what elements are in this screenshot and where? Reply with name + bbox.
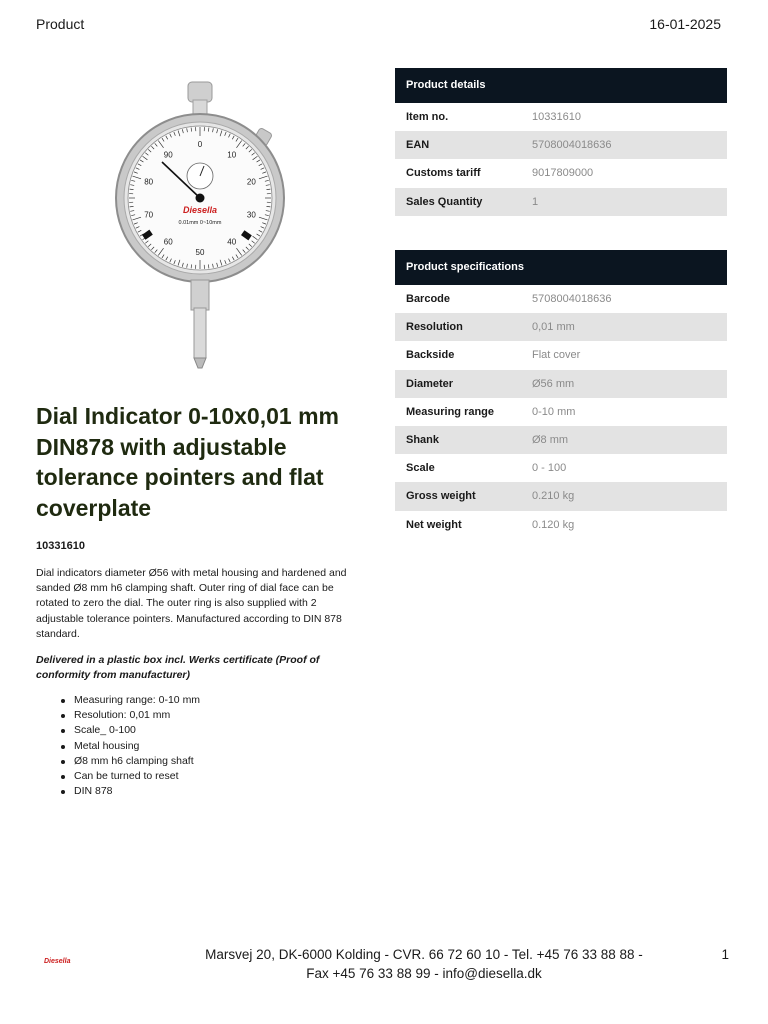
dial-number: 20 — [246, 177, 256, 187]
product-specifications-heading: Product specifications — [395, 250, 727, 285]
row-label: Shank — [406, 434, 440, 447]
dial-range-label: 0.01mm 0~10mm — [178, 220, 222, 226]
table-row — [395, 454, 727, 482]
row-label: Sales Quantity — [406, 195, 483, 208]
row-value: 5708004018636 — [532, 139, 612, 152]
row-label: Gross weight — [406, 490, 476, 503]
dial-brand-label: Diesella — [182, 205, 218, 215]
row-label: Backside — [406, 349, 455, 362]
row-label: Net weight — [406, 518, 462, 531]
row-value: 5708004018636 — [532, 293, 612, 306]
table-row — [395, 103, 727, 131]
product-details-heading: Product details — [395, 68, 727, 103]
row-value: 10331610 — [532, 111, 581, 124]
row-value: 0,01 mm — [532, 321, 575, 334]
feature-item: Metal housing — [74, 739, 200, 754]
row-value: 0-10 mm — [532, 405, 576, 418]
footer-contact-line: Fax +45 76 33 88 99 - info@diesella.dk — [306, 965, 542, 981]
dial-number: 0 — [197, 140, 203, 149]
row-value: 0 - 100 — [532, 462, 567, 475]
feature-item: Scale_ 0-100 — [74, 723, 200, 738]
footer-logo: Diesella — [44, 958, 71, 965]
row-value: Ø8 mm — [532, 434, 569, 447]
table-row — [395, 426, 727, 454]
row-label: Resolution — [406, 321, 463, 334]
product-image — [110, 80, 290, 372]
table-row — [395, 398, 727, 426]
feature-item: DIN 878 — [74, 784, 200, 799]
dial-number: 40 — [227, 237, 237, 247]
row-value: Flat cover — [532, 349, 581, 362]
dial-number: 50 — [195, 248, 205, 257]
feature-item: Ø8 mm h6 clamping shaft — [74, 754, 200, 769]
feature-item: Measuring range: 0-10 mm — [74, 693, 200, 708]
delivery-note: Delivered in a plastic box incl. Werks certificate (Proof of conformity from manufacturer) — [36, 654, 320, 682]
row-value: 9017809000 — [532, 167, 594, 180]
footer-contact — [204, 946, 644, 983]
row-label: Customs tariff — [406, 167, 481, 180]
dial-number: 30 — [246, 210, 256, 220]
row-value: Ø56 mm — [532, 377, 575, 390]
row-value: 0.210 kg — [532, 490, 575, 503]
row-label: Diameter — [406, 377, 454, 390]
product-item-number: 10331610 — [36, 540, 85, 552]
table-row — [395, 482, 727, 510]
table-row — [395, 370, 727, 398]
footer-address-line: Marsvej 20, DK-6000 Kolding - CVR. 66 72 60 10 - Tel. +45 76 33 88 88 - — [205, 947, 643, 962]
product-description: Dial indicators diameter Ø56 with metal housing and hardened and sanded Ø8 mm h6 clamping shaft. Outer ring of dial face can be rotated to zero the dial. The outer ring is also supplied with 2 adjustable tolerance pointers. Manufactured according to DIN 878 standard. — [36, 567, 347, 640]
table-row — [395, 285, 727, 313]
table-row — [395, 188, 727, 216]
header-date: 16-01-2025 — [649, 16, 721, 32]
feature-item: Can be turned to reset — [74, 769, 200, 784]
page-number: 1 — [721, 947, 729, 962]
table-row — [395, 341, 727, 369]
table-row — [395, 511, 727, 539]
dial-number: 60 — [163, 237, 173, 247]
row-value: 1 — [532, 195, 539, 208]
table-row — [395, 159, 727, 187]
dial-number: 90 — [163, 150, 173, 160]
row-label: Item no. — [406, 111, 449, 124]
product-specifications-table — [395, 250, 727, 539]
row-label: EAN — [406, 139, 430, 152]
product-details-table — [395, 68, 727, 216]
table-row — [395, 313, 727, 341]
dial-number: 10 — [227, 150, 237, 160]
feature-list — [74, 693, 200, 799]
row-label: Barcode — [406, 293, 451, 306]
dial-number: 80 — [144, 177, 154, 187]
product-title: Dial Indicator 0-10x0,01 mm DIN878 with adjustable tolerance pointers and flat coverplate — [36, 403, 339, 521]
feature-item: Resolution: 0,01 mm — [74, 708, 200, 723]
header-section-label: Product — [36, 16, 85, 32]
table-row — [395, 131, 727, 159]
dial-number: 70 — [144, 210, 154, 220]
row-label: Measuring range — [406, 405, 495, 418]
row-value: 0.120 kg — [532, 518, 575, 531]
row-label: Scale — [406, 462, 435, 475]
